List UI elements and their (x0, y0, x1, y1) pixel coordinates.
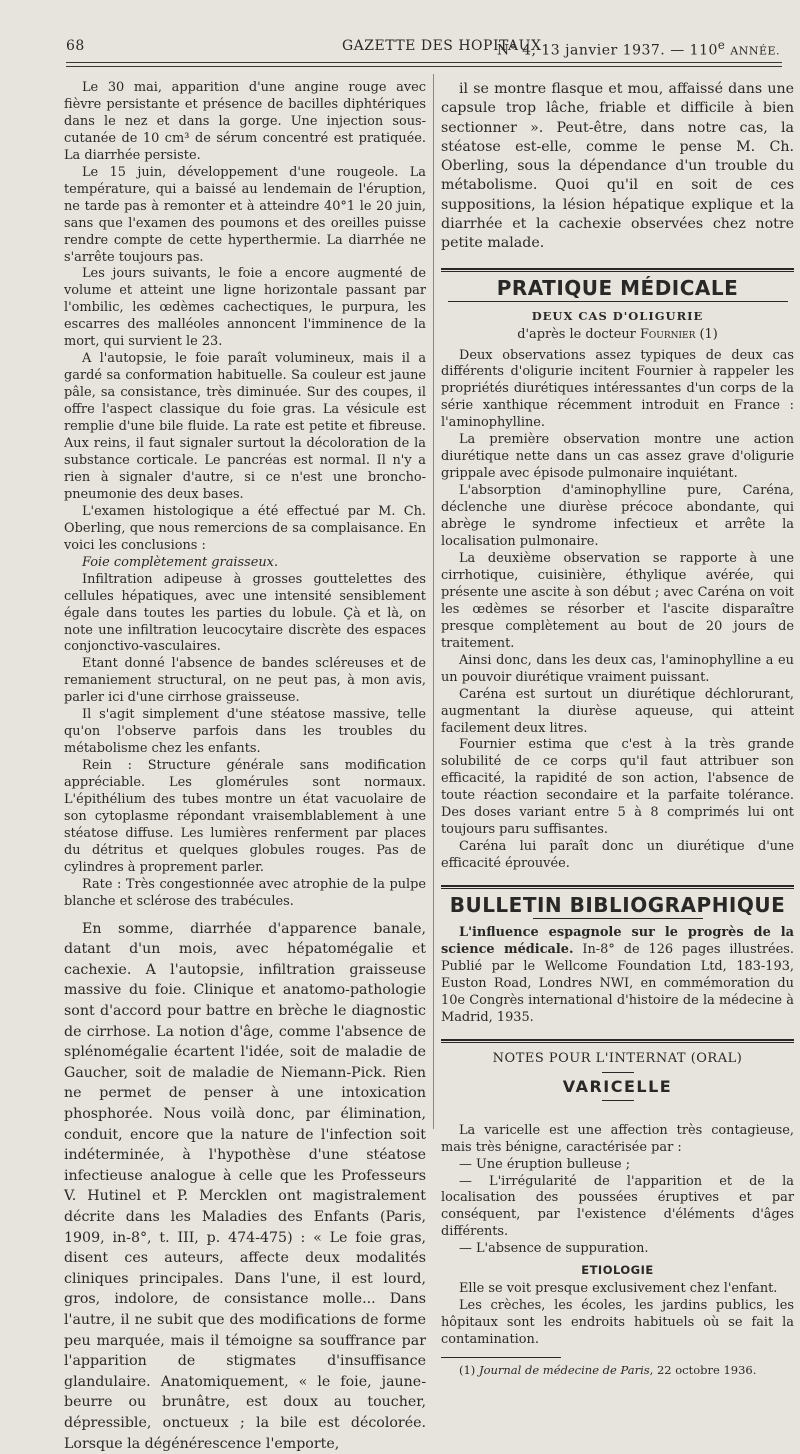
byline-pre: d'après le docteur (517, 326, 640, 342)
issue-year: ANNÉE. (730, 44, 780, 58)
internat-short-rule (602, 1072, 634, 1073)
footnote-mark: (1) (459, 1363, 479, 1378)
issue-info (497, 38, 780, 59)
pratique-paragraph-7: Fournier estima que c'est à la très grande solubilité de ce corps qu'il faut attribuer son efficacité, la rapidité de son action, l'absence de toute réaction secondaire et la parfaite tolérance. Des doses variant entre 5 à 8 comprimés lui ont toujours paru suffisantes. (441, 737, 794, 838)
section-rule (441, 268, 794, 270)
pratique-paragraph-2: La première observation montre une action diurétique nette dans un cas assez grave d'oligurie grippale avec épisode pulmonaire inquiétant. (441, 432, 794, 482)
book-description: In-8° de 126 pages illustrées. Publié par le Wellcome Foundation Ltd, 183-193, Euston Road, Londres NWI, en commémoration du 10e Congrès international d'histoire de la médecine à Madrid, 1935. (441, 941, 794, 1025)
bulletin-rule (441, 885, 794, 887)
summary-paragraph: En somme, diarrhée d'apparence banale, datant d'un mois, avec hépatomégalie et cachexie. A l'autopsie, infiltration graisseuse massive du foie. Clinique et anatomo-pathologie sont d'accord pour battre en brèche le diagnostic de cirrhose. La notion d'âge, comme l'absence de splénomégalie écartent l'idée, soit de maladie de Gaucher, soit de maladie de Niemann-Pick. Rien ne permet de penser à une intoxication phosphorée. Nous voilà donc, par élimination, conduit, encore que la nature de l'infection soit indéterminée, à l'hypothèse d'une stéatose infectieuse analogue à celle que les Professeurs V. Hutinel et P. Mercklen ont magistralement décrite dans les Maladies des Enfants (Paris, 1909, in-8°, t. III, p. 474-475) : « Le foie gras, disent ces auteurs, affecte deux modalités cliniques principales. Dans l'une, il est lourd, gros, indolore, de consistance molle... Dans l'autre, il ne subit que des modifications de forme peu marquée, mais il témoigne sa souffrance par l'apparition de stigmates d'insuffisance glandulaire. Anatomiquement, « le foie, jaune-beurre ou brunâtre, est doux au toucher, dépressible, onctueux ; la bile est décolorée. Lorsque la dégénérescence l'emporte, (64, 920, 426, 1452)
pratique-byline (441, 327, 794, 344)
pratique-title-rule (448, 301, 788, 302)
liver-heading: Foie complètement graisseux. (82, 554, 279, 570)
footnote-rule (441, 1357, 561, 1358)
histology-paragraph: L'examen histologique a été effectué par M. Ch. Oberling, que nous remercions de sa complaisance. En voici les conclusions : (64, 503, 426, 553)
footnote-date: , 22 octobre 1936. (649, 1363, 757, 1378)
varicelle-item-2: — L'irrégularité de l'apparition et de la localisation des poussées éruptives et par conséquent, par l'existence d'éléments d'âges différents. (441, 1173, 794, 1240)
spleen-paragraph: Rate : Très congestionnée avec atrophie de la pulpe blanche et sclérose des trabécules. (64, 876, 426, 909)
left-column (64, 80, 426, 1454)
pratique-paragraph-5: Ainsi donc, dans les deux cas, l'aminophylline a eu un pouvoir diurétique vraiment puissant. (441, 652, 794, 685)
bibliography-entry (441, 925, 794, 1027)
header-rule-top (66, 62, 782, 63)
liver-paragraph: Infiltration adipeuse à grosses gouttelettes des cellules hépatiques, avec une intensité sensiblement égale dans toutes les parties du lobule. Çà et là, on note une infiltration leucocytaire discrète des espaces conjonctivo-vasculaires. (64, 571, 426, 655)
internat-rule-thin (441, 1042, 794, 1043)
right-column (441, 80, 794, 1379)
case-paragraph-1: Le 30 mai, apparition d'une angine rouge avec fièvre persistante et présence de bacilles diphtériques dans le nez et dans la gorge. Une injection sous-cutanée de 10 cm³ de sérum concentré est pratiquée. La diarrhée persiste. (64, 80, 426, 163)
internat-rule (441, 1039, 794, 1041)
pratique-paragraph-1: Deux observations assez typiques de deux cas différents d'oligurie incitent Fournier à rappeler les propriétés diurétiques intéressantes d'un corps de la série xanthique récemment introduit en France : l'aminophylline. (441, 347, 794, 431)
journal-title: GAZETTE DES HOPITAUX (342, 38, 542, 54)
pratique-paragraph-6: Caréna est surtout un diurétique déchlorurant, augmentant la diurèse aqueuse, qui atteint facilement deux litres. (441, 686, 794, 736)
page-header (66, 38, 780, 60)
pratique-subtitle: DEUX CAS D'OLIGURIE (531, 308, 704, 323)
continuation-paragraph: il se montre flasque et mou, affaissé dans une capsule trop lâche, friable et difficile à bien sectionner ». Peut-être, dans notre cas, la stéatose est-elle, comme le pense M. Ch. Oberling, sous la dépendance d'un trouble du métabolisme. Quoi qu'il en soit de ces suppositions, la lésion hépatique explique et la diarrhée et la cachexie observées chez notre petite malade. (441, 81, 794, 252)
steatosis-paragraph: Il s'agit simplement d'une stéatose massive, telle qu'on l'observe parfois dans les troubles du métabolisme chez les enfants. (64, 707, 426, 757)
header-rule-bottom (66, 66, 782, 67)
pratique-paragraph-4: La deuxième observation se rapporte à une cirrhotique, cuisinière, éthylique avérée, qui présente une ascite à son début ; avec Caréna on voit les œdèmes se résorber et l'ascite disparaître presque complètement au bout de 20 jours de traitement. (441, 550, 794, 651)
case-paragraph-3: Les jours suivants, le foie a encore augmenté de volume et atteint une ligne horizontale passant par l'ombilic, les œdèmes cachectiques, le purpura, les escarres des malléoles annoncent l'imminence de la mort, qui survient le 23. (64, 266, 426, 350)
internat-heading: NOTES POUR L'INTERNAT (ORAL) (492, 1050, 743, 1066)
issue-sup: e (717, 38, 726, 52)
pratique-paragraph-3: L'absorption d'aminophylline pure, Caréna, déclenche une diurèse précoce abondante, qui abrège le syndrome infectieux et arrête la localisation pulmonaire. (441, 483, 794, 550)
varicelle-title: VARICELLE (562, 1076, 673, 1096)
etiologie-heading: ETIOLOGIE (581, 1263, 654, 1278)
etiologie-paragraph-2: Les crèches, les écoles, les jardins publics, les hôpitaux sont les endroits habituels où se fait la contamination. (441, 1298, 794, 1348)
sclerosis-paragraph: Etant donné l'absence de bandes scléreuses et de remaniement structural, on ne peut pas, à mon avis, parler ici d'une cirrhose graisseuse. (64, 656, 426, 706)
etiologie-paragraph-1: Elle se voit presque exclusivement chez l'enfant. (459, 1281, 778, 1297)
issue-text: N° 4, 13 janvier 1937. — 110 (496, 42, 718, 59)
varicelle-item-1: — Une éruption bulleuse ; (459, 1156, 631, 1172)
footnote-source: Journal de médecine de Paris (478, 1363, 650, 1378)
varicelle-item-3: — L'absence de suppuration. (459, 1241, 649, 1257)
book-title: L'influence espagnole sur le progrès de la science médicale. (441, 925, 794, 957)
bulletin-title: BULLETIN BIBLIOGRAPHIQUE (449, 893, 786, 918)
autopsy-paragraph: A l'autopsie, le foie paraît volumineux, mais il a gardé sa conformation habituelle. Sa couleur est jaune pâle, sa consistance, très diminuée. Sur des coupes, il offre l'aspect classique du foie gras. La vésicule est remplie d'une bile fluide. La rate est petite et fibreuse. Aux reins, il faut signaler surtout la décoloration de la substance corticale. Le pancréas est normal. Il n'y a rien à signaler d'autre, si ce n'est une broncho-pneumonie des deux bases. (64, 351, 426, 502)
section-rule-thin (441, 271, 794, 272)
pratique-title: PRATIQUE MÉDICALE (496, 275, 739, 300)
bulletin-rule-thin (441, 888, 794, 889)
kidney-paragraph: Rein : Structure générale sans modification appréciable. Les glomérules sont normaux. L'épithélium des tubes montre un état vacuolaire de son cytoplasme répondant vraisemblablement à une stéatose diffuse. Les lumières renferment par places du détritus et quelques globules rouges. Pas de cylindres à proprement parler. (64, 758, 426, 875)
footnote (441, 1362, 794, 1379)
varicelle-intro: La varicelle est une affection très contagieuse, mais très bénigne, caractérisée par : (441, 1122, 794, 1155)
column-divider (433, 74, 434, 1129)
bulletin-title-rule (533, 918, 703, 919)
case-paragraph-2: Le 15 juin, développement d'une rougeole. La température, qui a baissé au lendemain de l'éruption, ne tarde pas à remonter et à atteindre 40°1 le 20 juin, sans que l'examen des poumons et des oreilles puisse rendre compte de cette hyperthermie. La diarrhée ne s'arrête toujours pas. (64, 164, 426, 265)
varicelle-short-rule (602, 1100, 634, 1101)
page-number: 68 (66, 38, 85, 54)
byline-author: Fournier (639, 326, 696, 342)
byline-footnote-ref: (1) (695, 326, 718, 342)
pratique-paragraph-8: Caréna lui paraît donc un diurétique d'une efficacité éprouvée. (441, 839, 794, 872)
